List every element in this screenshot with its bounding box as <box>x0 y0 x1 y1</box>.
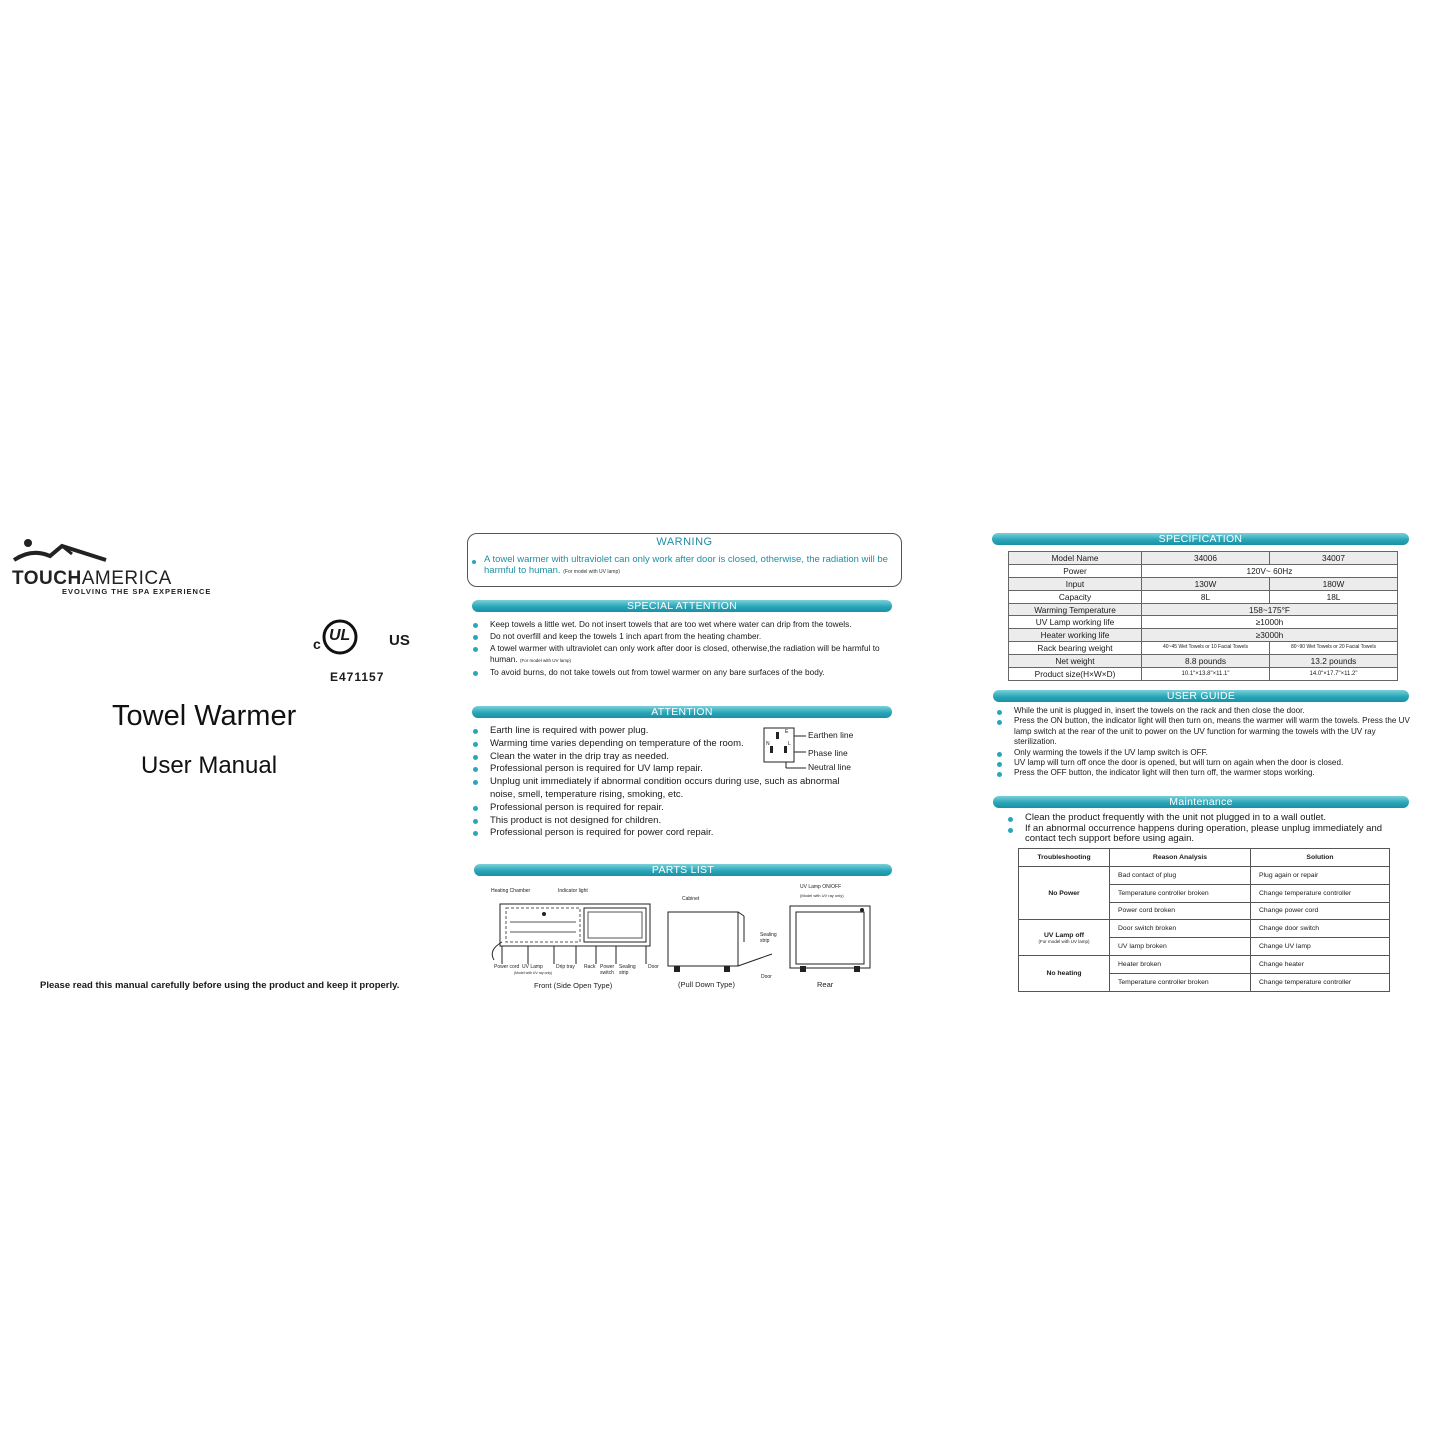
brand-tagline: EVOLVING THE SPA EXPERIENCE <box>62 587 212 596</box>
phase-mark: L <box>788 741 791 747</box>
door-label: Door <box>648 964 659 970</box>
table-cell: Change door switch <box>1251 920 1390 938</box>
problem-cell: No heating <box>1019 955 1110 991</box>
cover-page <box>0 520 440 1010</box>
special-attention-header: SPECIAL ATTENTION <box>472 600 892 612</box>
table-cell: ≥1000h <box>1142 616 1398 629</box>
table-cell: 80~90 Wet Towels or 20 Facial Towels <box>1270 642 1398 655</box>
warning-text: A towel warmer with ultraviolet can only work after door is closed, otherwise, the radiation will be harmful to human. (For model with UV lamp) <box>484 554 888 576</box>
table-cell: 14.0"×17.7"×11.2" <box>1270 668 1398 681</box>
user-guide-list <box>994 706 1419 779</box>
warning-title: WARNING <box>656 536 713 548</box>
table-cell: Rack bearing weight <box>1009 642 1142 655</box>
cover-footer-note: Please read this manual carefully before using the product and keep it properly. <box>40 980 400 991</box>
table-cell: 180W <box>1270 577 1398 590</box>
table-cell: Power <box>1009 564 1142 577</box>
table-cell: Change UV lamp <box>1251 938 1390 956</box>
table-cell: Power cord broken <box>1110 902 1251 920</box>
problem-cell: No Power <box>1019 867 1110 920</box>
uv-lamp-label: UV Lamp <box>522 964 543 970</box>
maintenance-list <box>1005 813 1410 845</box>
table-cell: 158~175°F <box>1142 603 1398 616</box>
table-cell: UV lamp broken <box>1110 938 1251 956</box>
brand-name: TOUCHAMERICA <box>12 568 172 589</box>
table-cell: Temperature controller broken <box>1110 884 1251 902</box>
list-item: Clean the product frequently with the unit not plugged in to a wall outlet. <box>1005 813 1410 824</box>
certification-code: E471157 <box>330 670 385 684</box>
uv-lamp-note: (Model with UV ray only) <box>514 971 553 975</box>
list-item: Unplug unit immediately if abnormal condition occurs during use, such as abnormal noise, smell, temperature rising, smoking, etc. <box>470 776 850 802</box>
user-guide-header: USER GUIDE <box>993 690 1409 702</box>
table-cell: Change temperature controller <box>1251 973 1390 991</box>
table-cell: Heater working life <box>1009 629 1142 642</box>
table-cell: 40~45 Wet Towels or 10 Facial Towels <box>1142 642 1270 655</box>
table-cell: Change power cord <box>1251 902 1390 920</box>
list-item: This product is not designed for children. <box>470 815 770 828</box>
parts-diagram <box>488 882 888 994</box>
table-cell: Change temperature controller <box>1251 884 1390 902</box>
list-item: While the unit is plugged in, insert the towels on the rack and then close the door. <box>994 706 1419 716</box>
list-item: Keep towels a little wet. Do not insert towels that are too wet where water can drip from the towels. <box>470 619 890 631</box>
list-item: Clean the water in the drip tray as needed. <box>470 751 770 764</box>
table-row <box>1019 867 1390 885</box>
list-item: Press the ON button, the indicator light will then turn on, means the warmer will warm the towels. Press the UV lamp switch at the rear of the unit to power on the UV function for warming the towels with the UV ray sterilization. <box>994 716 1419 747</box>
special-attention-list <box>470 619 890 679</box>
table-cell: Model Name <box>1009 552 1142 565</box>
table-cell: 10.1"×13.8"×11.1" <box>1142 668 1270 681</box>
troubleshooting-table <box>1018 848 1390 992</box>
list-item: Only warming the towels if the UV lamp switch is OFF. <box>994 748 1419 758</box>
list-item: If an abnormal occurrence happens during operation, please unplug immediately and contact tech support before using again. <box>1005 824 1410 845</box>
table-header: Troubleshooting <box>1019 849 1110 867</box>
table-row <box>1009 577 1398 590</box>
rear-caption: Rear <box>817 980 834 989</box>
rack-label: Rack <box>584 964 596 970</box>
table-row <box>1009 603 1398 616</box>
power-switch-label: Power switch <box>600 964 615 976</box>
table-cell: Bad contact of plug <box>1110 867 1251 885</box>
list-item: Professional person is required for repair. <box>470 802 770 815</box>
table-header: Reason Analysis <box>1110 849 1251 867</box>
table-cell: Warming Temperature <box>1009 603 1142 616</box>
table-cell: 8L <box>1142 590 1270 603</box>
earthen-line-label: Earthen line <box>808 730 854 740</box>
table-row <box>1009 590 1398 603</box>
phase-line-label: Phase line <box>808 748 848 758</box>
list-item: Earth line is required with power plug. <box>470 725 770 738</box>
table-cell: Product size(H×W×D) <box>1009 668 1142 681</box>
table-cell: Input <box>1009 577 1142 590</box>
ul-certification-mark: c UL US <box>313 618 423 658</box>
list-item: UV lamp will turn off once the door is opened, but will turn on again when the door is closed. <box>994 758 1419 768</box>
table-row <box>1009 655 1398 668</box>
maintenance-header: Maintenance <box>993 796 1409 808</box>
table-row <box>1009 629 1398 642</box>
list-item: Warming time varies depending on temperature of the room. <box>470 738 770 751</box>
warning-box <box>467 533 902 587</box>
table-cell: UV Lamp working life <box>1009 616 1142 629</box>
table-cell: Change heater <box>1251 955 1390 973</box>
table-row <box>1009 552 1398 565</box>
attention-header: ATTENTION <box>472 706 892 718</box>
indicator-light-label: Indicator light <box>558 888 588 894</box>
table-header: Solution <box>1251 849 1390 867</box>
table-cell: Heater broken <box>1110 955 1251 973</box>
wiring-diagram <box>762 726 882 776</box>
table-cell: 34007 <box>1270 552 1398 565</box>
table-cell: Plug again or repair <box>1251 867 1390 885</box>
list-item: To avoid burns, do not take towels out from towel warmer on any bare surfaces of the body. <box>470 667 890 679</box>
list-item: A towel warmer with ultraviolet can only work after door is closed, otherwise,the radiation will be harmful to human. (For model with UV lamp) <box>470 643 890 668</box>
list-item: Do not overfill and keep the towels 1 inch apart from the heating chamber. <box>470 631 890 643</box>
sealing-strip-label: Sealing strip <box>619 964 636 976</box>
table-cell: 34006 <box>1142 552 1270 565</box>
specification-header: SPECIFICATION <box>992 533 1409 545</box>
table-cell: Capacity <box>1009 590 1142 603</box>
table-cell: 120V~ 60Hz <box>1142 564 1398 577</box>
table-row <box>1019 920 1390 938</box>
touchamerica-logo-icon <box>12 538 108 566</box>
bullet-icon <box>472 560 476 564</box>
neutral-mark: N <box>766 741 770 747</box>
table-cell: Temperature controller broken <box>1110 973 1251 991</box>
uv-lamp-onoff-note: (Model with UV ray only) <box>800 893 844 898</box>
cover-subtitle: User Manual <box>141 752 278 779</box>
problem-cell: UV Lamp off (For model with UV lamp) <box>1019 920 1110 956</box>
cabinet-label: Cabinet <box>682 896 700 902</box>
table-cell: 13.2 pounds <box>1270 655 1398 668</box>
pull-down-caption: (Pull Down Type) <box>678 980 735 989</box>
list-item: Professional person is required for UV lamp repair. <box>470 763 770 776</box>
list-item: Professional person is required for power cord repair. <box>470 827 850 840</box>
power-cord-label: Power cord <box>494 964 520 970</box>
neutral-line-label: Neutral line <box>808 762 851 772</box>
table-row <box>1009 642 1398 655</box>
heating-chamber-label: Heating Chamber <box>491 888 531 894</box>
table-row <box>1019 955 1390 973</box>
table-cell: Door switch broken <box>1110 920 1251 938</box>
table-row <box>1009 616 1398 629</box>
table-cell: 130W <box>1142 577 1270 590</box>
table-cell: Net weight <box>1009 655 1142 668</box>
table-row <box>1009 668 1398 681</box>
table-cell: ≥3000h <box>1142 629 1398 642</box>
front-caption: Front (Side Open Type) <box>534 981 613 990</box>
door-label-2: Door <box>761 974 772 980</box>
cover-title: Towel Warmer <box>112 700 297 732</box>
sealing-strip-label-2: Sealing strip <box>760 932 777 944</box>
table-cell: 18L <box>1270 590 1398 603</box>
earth-mark: E <box>785 729 789 735</box>
table-cell: 8.8 pounds <box>1142 655 1270 668</box>
drip-tray-label: Drip tray <box>556 964 575 970</box>
table-row <box>1019 849 1390 867</box>
list-item: Press the OFF button, the indicator light will then turn off, the warmer stops working. <box>994 768 1419 778</box>
uv-lamp-onoff-label: UV Lamp ON/OFF <box>800 884 842 890</box>
parts-list-header: PARTS LIST <box>474 864 892 876</box>
specification-table <box>1008 551 1398 681</box>
table-row <box>1009 564 1398 577</box>
